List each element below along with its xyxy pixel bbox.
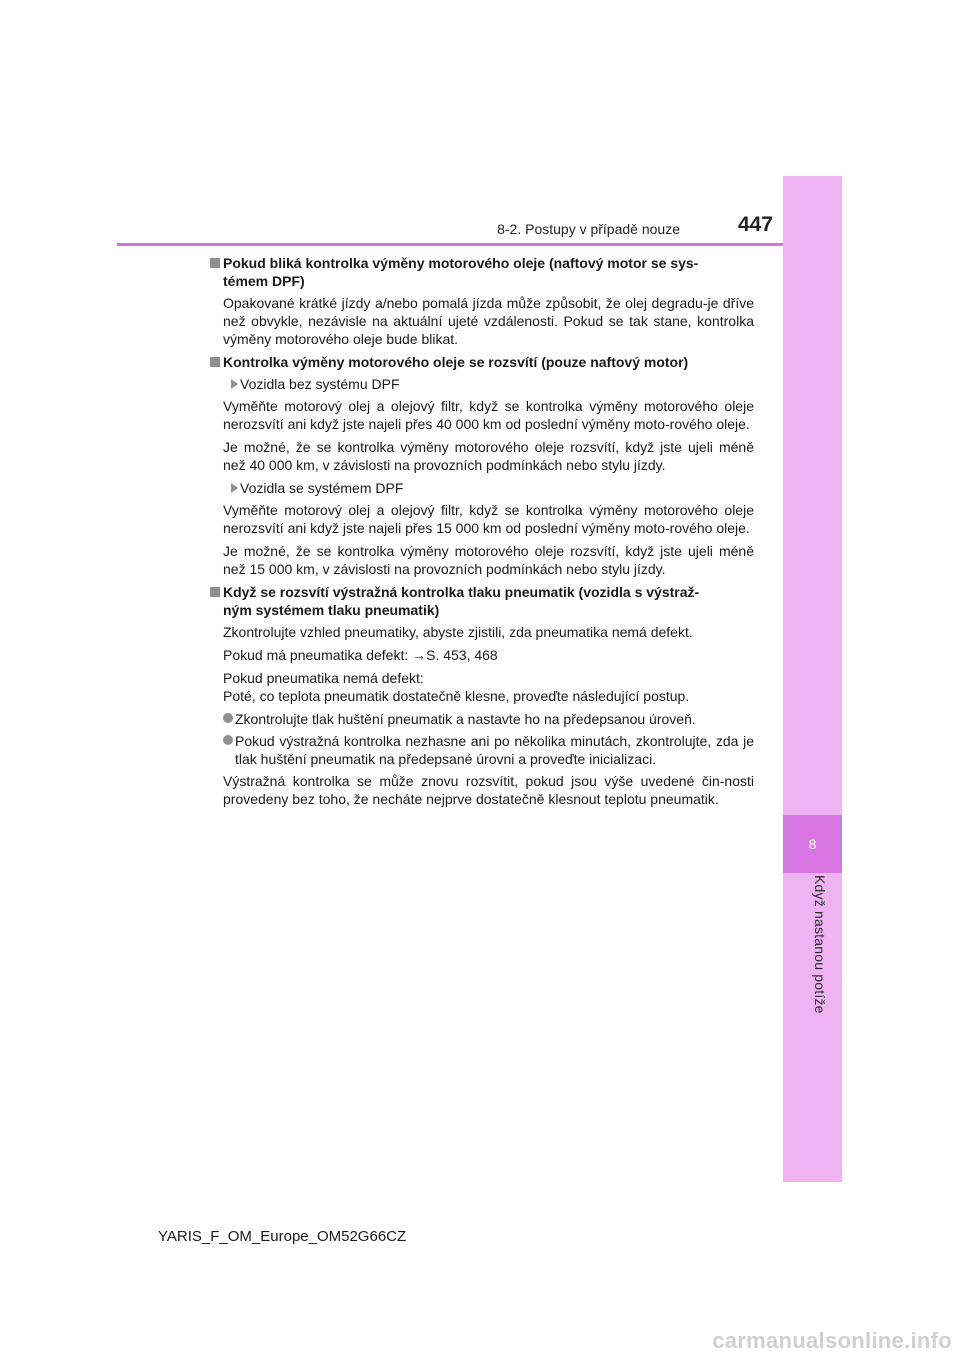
paragraph: Výstražná kontrolka se může znovu rozsvítit, pokud jsou výše uvedené čin-nosti provedeny bez toho, že necháte nejprve dostatečně klesnout teplotu pneumatik. — [223, 773, 754, 807]
paragraph: Vyměňte motorový olej a olejový filtr, když se kontrolka výměny motorového oleje nerozsvítí ani když jste najeli přes 40 000 km od poslední výměny moto-rového oleje. — [223, 398, 754, 432]
paragraph: Je možné, že se kontrolka výměny motorového oleje rozsvítí, když jste ujeli méně než 15 000 km, v závislosti na provozních podmínkách nebo stylu jízdy. — [223, 543, 754, 577]
round-bullet-icon — [223, 713, 233, 723]
round-bullet-icon — [223, 735, 233, 745]
list-item — [223, 732, 754, 768]
section-heading-oil-blink — [210, 254, 754, 290]
list-item-text: Zkontrolujte tlak huštění pneumatik a nastavte ho na předepsanou úroveň. — [235, 711, 696, 727]
subheading-dpf — [231, 479, 754, 497]
page-number: 447 — [737, 213, 773, 236]
paragraph-page-reference: Pokud má pneumatika defekt: →S. 453, 468 — [223, 647, 498, 663]
paragraph: Vyměňte motorový olej a olejový filtr, když se kontrolka výměny motorového oleje nerozsvítí ani když jste najeli přes 15 000 km od poslední výměny moto-rového oleje. — [223, 502, 754, 536]
paragraph: Zkontrolujte vzhled pneumatiky, abyste zjistili, zda pneumatika nemá defekt. — [223, 624, 693, 640]
section-heading-tire-pressure — [210, 583, 754, 619]
subheading-text: Vozidla se systémem DPF — [240, 480, 404, 496]
chapter-number: 8 — [808, 836, 817, 852]
watermark-logo: carmanualsonline.info — [712, 1328, 952, 1353]
subheading-no-dpf — [231, 375, 754, 393]
chapter-side-tab — [783, 176, 842, 1182]
chapter-title: Když nastanou potíže — [812, 875, 828, 1014]
page-content — [210, 254, 754, 813]
heading-text: Kontrolka výměny motorového oleje se rozsvítí (pouze naftový motor) — [223, 354, 689, 370]
paragraph-line: Pokud pneumatika nemá defekt: — [223, 670, 424, 686]
list-item-text: Pokud výstražná kontrolka nezhasne ani po několika minutách, zkontrolujte, zda je tlak huštění pneumatik na předepsané úrovni a proveďte inicializaci. — [235, 733, 754, 767]
footer-document-code: YARIS_F_OM_Europe_OM52G66CZ — [158, 1228, 407, 1245]
section-heading-oil-on — [210, 353, 754, 371]
triangle-bullet-icon — [231, 483, 238, 493]
triangle-bullet-icon — [231, 379, 238, 389]
square-bullet-icon — [210, 258, 220, 268]
subheading-text: Vozidla bez systému DPF — [240, 376, 400, 392]
header-section-title: 8-2. Postupy v případě nouze — [497, 221, 680, 237]
paragraph-line: Poté, co teplota pneumatik dostatečně klesne, proveďte následující postup. — [223, 688, 690, 704]
paragraph: Opakované krátké jízdy a/nebo pomalá jízda může způsobit, že olej degradu-je dříve než obvykle, nezávisle na aktuální ujeté vzdálenosti. Pokud se tak stane, kontrolka výměny motorového oleje bude blikat. — [223, 295, 754, 347]
paragraph: Je možné, že se kontrolka výměny motorového oleje rozsvítí, když jste ujeli méně než 40 000 km, v závislosti na provozních podmínkách nebo stylu jízdy. — [223, 439, 754, 473]
heading-text: Pokud bliká kontrolka výměny motorového oleje (naftový motor se sys- témem DPF) — [223, 255, 699, 289]
list-item — [223, 710, 754, 728]
paragraph — [223, 669, 754, 705]
heading-text: Když se rozsvítí výstražná kontrolka tlaku pneumatik (vozidla s výstraž- ným systémem tlaku pneumatik) — [223, 584, 700, 618]
square-bullet-icon — [210, 357, 220, 367]
header-divider — [117, 243, 783, 246]
square-bullet-icon — [210, 587, 220, 597]
